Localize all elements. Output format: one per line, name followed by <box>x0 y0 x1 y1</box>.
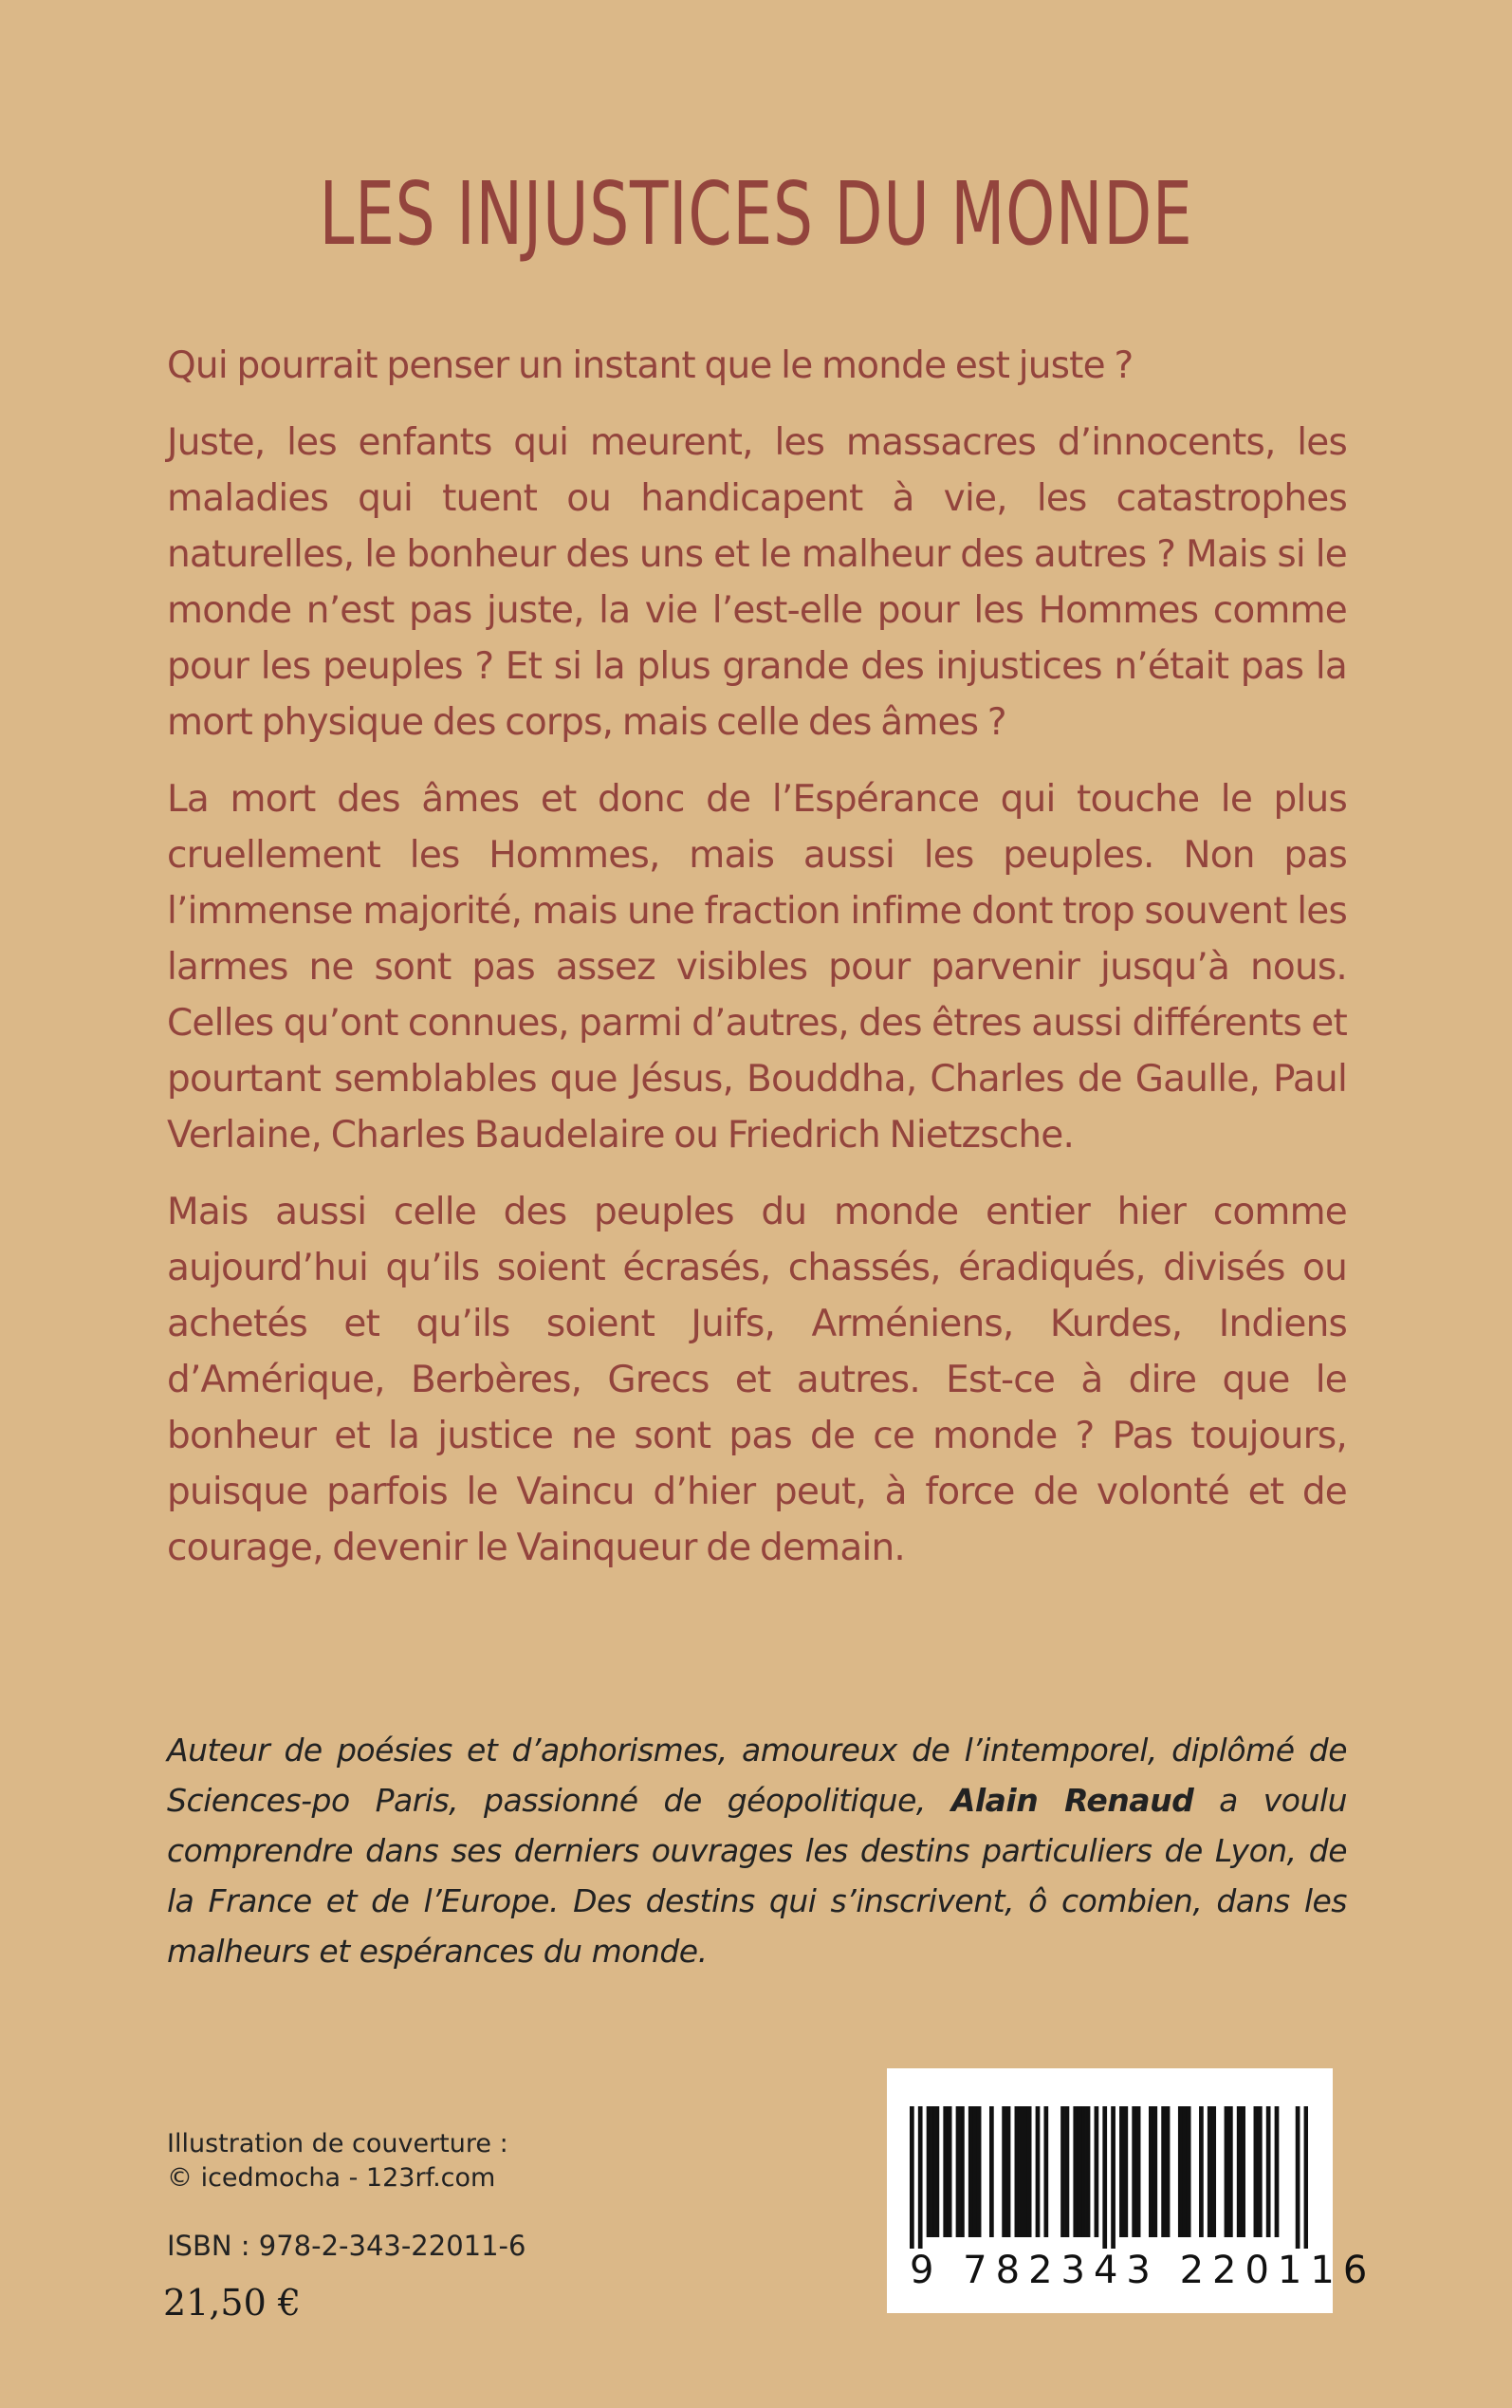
barcode-bar <box>1119 2106 1124 2237</box>
barcode-bar <box>910 2106 914 2249</box>
credit-source: © icedmocha - 123rf.com <box>167 2163 496 2193</box>
blurb <box>167 338 1347 1597</box>
author-bio-after: a voulu comprendre dans ses derniers ouvrages les destins particuliers de Lyon, de la France et de l’Europe. Des destins qui s’inscrivent, ô combien, dans les malheurs et espérances du monde. <box>167 1782 1347 1970</box>
barcode-bar <box>1111 2106 1116 2249</box>
barcode-bar <box>1275 2106 1280 2237</box>
barcode-bar <box>1254 2106 1259 2237</box>
barcode-bar <box>1095 2106 1099 2237</box>
barcode-bar <box>1073 2106 1078 2237</box>
author-bio <box>167 1725 1347 1976</box>
barcode-bar <box>1258 2106 1263 2237</box>
barcode-bar <box>1199 2106 1204 2237</box>
barcode-bar <box>1187 2106 1191 2237</box>
barcode-bar <box>960 2106 965 2237</box>
barcode-bar <box>1166 2106 1171 2237</box>
barcode-bar <box>1006 2106 1011 2237</box>
barcode-bar <box>1081 2106 1086 2237</box>
barcode-bar <box>989 2106 994 2237</box>
barcode-bar <box>1266 2106 1271 2237</box>
barcode-bar <box>1123 2106 1128 2237</box>
barcode-bar <box>1060 2106 1065 2237</box>
barcode-bar <box>1296 2106 1300 2249</box>
barcode-bar <box>1225 2106 1229 2237</box>
barcode-bar <box>1178 2106 1183 2237</box>
barcode-bar <box>1027 2106 1032 2237</box>
barcode-bar <box>1065 2106 1070 2237</box>
blurb-paragraph-3: La mort des âmes et donc de l’Espérance qui touche le plus cruellement les Hommes, mais aussi les peuples. Non pas l’immense majorité, mais une fraction infime dont trop souvent les larmes ne sont pas assez visibles pour parvenir jusqu’à nous. Celles qu’ont connues, parmi d’autres, des êtres aussi différents et pourtant semblables que Jésus, Bouddha, Charles de Gaulle, Paul Verlaine, Charles Baudelaire ou Friedrich Nietzsche. <box>167 778 1347 1157</box>
barcode-bar <box>1019 2106 1023 2237</box>
barcode-bar <box>1304 2106 1308 2249</box>
barcode-bar <box>1102 2106 1107 2249</box>
barcode-bar <box>1237 2106 1242 2237</box>
book-title: LES INJUSTICES DU MONDE <box>319 163 1193 265</box>
barcode-bar <box>977 2106 982 2237</box>
credit-label: Illustration de couverture : <box>167 2129 508 2158</box>
barcode-bar <box>1149 2106 1153 2237</box>
barcode-bar <box>1228 2106 1233 2237</box>
barcode-bar <box>1078 2106 1082 2237</box>
barcode-bar <box>935 2106 940 2237</box>
barcode-bar <box>1182 2106 1187 2237</box>
barcode-bar <box>948 2106 952 2237</box>
barcode-bar <box>1152 2106 1157 2237</box>
barcode-bar <box>1036 2106 1041 2237</box>
barcode-bar <box>972 2106 977 2237</box>
barcode-bar <box>1211 2106 1216 2237</box>
barcode-bar <box>1023 2106 1027 2237</box>
blurb-paragraph-2: Juste, les enfants qui meurent, les massacres d’innocents, les maladies qui tuent ou handicapent à vie, les catastrophes naturelles, le bonheur des uns et le malheur des autres ? Mais si le monde n’est pas juste, la vie l’est-elle pour les Hommes comme pour les peuples ? Et si la plus grande des injustices n’était pas la mort physique des corps, mais celle des âmes ? <box>167 421 1347 744</box>
blurb-paragraph-1: Qui pourrait penser un instant que le monde est juste ? <box>167 344 1134 387</box>
barcode-bar <box>1043 2106 1048 2237</box>
barcode-bars <box>910 2106 1308 2249</box>
barcode <box>887 2068 1376 2313</box>
barcode-bar <box>1002 2106 1006 2237</box>
barcode-bar <box>1086 2106 1091 2237</box>
barcode-bar <box>943 2106 948 2237</box>
blurb-paragraph-4: Mais aussi celle des peuples du monde entier hier comme aujourd’hui qu’ils soient écrasés, chassés, éradiqués, divisés ou achetés et qu’ils soient Juifs, Arméniens, Kurdes, Indiens d’Amérique, Berbères, Grecs et autres. Est-ce à dire que le bonheur et la justice ne sont pas de ce monde ? Pas toujours, puisque parfois le Vaincu d’hier peut, à force de volonté et de courage, devenir le Vainqueur de demain. <box>167 1191 1347 1569</box>
price-tag: 21,50 € <box>163 2282 302 2324</box>
barcode-bar <box>1136 2106 1141 2237</box>
barcode-bar <box>1208 2106 1212 2237</box>
isbn-number: ISBN : 978-2-343-22011-6 <box>167 2230 526 2262</box>
barcode-digits: 9 782343 220116 <box>910 2249 1376 2292</box>
barcode-bar <box>927 2106 931 2237</box>
barcode-bar <box>1132 2106 1136 2237</box>
barcode-bar <box>968 2106 973 2237</box>
barcode-bar <box>918 2106 923 2249</box>
barcode-bar <box>956 2106 961 2237</box>
illustration-credit <box>167 2127 508 2195</box>
barcode-bar <box>931 2106 935 2237</box>
barcode-bar <box>1241 2106 1245 2237</box>
author-name: Alain Renaud <box>950 1782 1194 1819</box>
author-bio-before: Auteur de poésies et d’aphorismes, amoureux de l’intemporel, diplômé de Sciences-po Paris, passionné de géopolitique, <box>167 1732 1347 1819</box>
barcode-bar <box>1161 2106 1166 2237</box>
barcode-bar <box>1015 2106 1020 2237</box>
